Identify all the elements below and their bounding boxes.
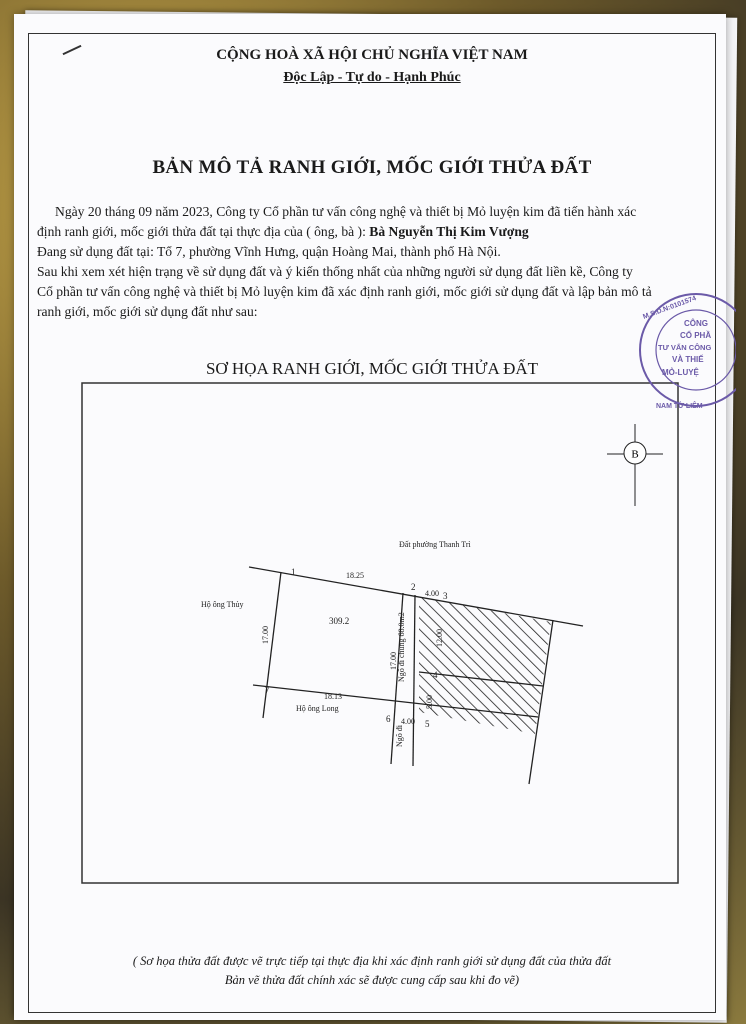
sketch-title: SƠ HỌA RANH GIỚI, MỐC GIỚI THỬA ĐẤT [205,359,539,378]
point-6: 6 [386,714,391,724]
boundary-3-5 [413,595,415,766]
document-frame [28,33,716,1013]
dim-2-3: 4.00 [425,589,439,598]
dim-3-4: 12.00 [435,629,444,647]
stamp-line-4: VÀ THIẾ [672,355,704,364]
sketch-border [82,383,678,883]
body-line-3: Đang sử dụng đất tại: Tổ 7, phường Vĩnh Hưng, quận Hoàng Mai, thành phố Hà Nội. [37,244,501,259]
point-2: 2 [411,582,416,592]
point-3: 3 [443,591,448,601]
dim-4-5: 5.00 [425,695,434,709]
dim-5-6: 4.00 [401,717,415,726]
body-line-1: Ngày 20 tháng 09 năm 2023, Công ty Cổ phần tư vấn công nghệ và thiết bị Mỏ luyện kim đã tiến hành xác [55,204,637,219]
point-4: 4 [433,670,438,680]
body-line-6: ranh giới, mốc giới sử dụng đất như sau: [37,304,258,319]
north-arrow-icon [607,424,663,506]
body-line-5: Cổ phần tư vấn công nghệ và thiết bị Mỏ luyện kim đã xác định ranh giới, mốc giới sử dụng đất và lập bản mô tả [37,284,652,299]
boundary-left [263,572,281,718]
point-1: 1 [291,567,296,577]
dim-2-6: 17.00 [389,652,398,670]
dim-7-1: 17.00 [261,626,270,644]
footnote-line-2: Bản vẽ thửa đất chính xác sẽ được cung cấp sau khi đo vẽ) [224,973,520,987]
label-top-neighbor: Đất phường Thanh Trì [399,540,471,549]
company-stamp [634,288,736,418]
point-5: 5 [425,719,430,729]
stamp-line-1: CÔNG [684,319,708,328]
dim-6-7: 18.13 [324,692,342,701]
body-line-2: định ranh giới, mốc giới thửa đất tại thực địa của ( ông, bà ): Bà Nguyễn Thị Kim Vượng [37,224,529,239]
label-alley-bottom: Ngõ đi [395,725,404,747]
point-7: 7 [265,685,270,695]
stamp-line-2: CỔ PHẦ [680,331,712,340]
label-area: 309.2 [329,616,350,626]
owner-name: Bà Nguyễn Thị Kim Vượng [369,224,529,239]
label-bottom-neighbor: Hộ ông Long [296,704,339,713]
boundary-top [249,567,583,626]
stamp-number: M.S.D.N:0101574 [642,295,698,321]
stamp-line-3: TƯ VẤN CÔNG [658,343,712,352]
body-line-4: Sau khi xem xét hiện trạng về sử dụng đất và ý kiến thống nhất của những người sử dụng đất liền kề, Công ty [37,264,633,279]
stamp-line-5: MỎ-LUYỆ [662,368,699,377]
document-title: BẢN MÔ TẢ RANH GIỚI, MỐC GIỚI THỬA ĐẤT [152,157,592,178]
label-left-neighbor: Hộ ông Thủy [201,600,244,609]
north-label: B [631,448,639,461]
dim-1-2: 18.25 [346,571,364,580]
parcel-sketch [81,382,679,884]
national-title: CỘNG HOÀ XÃ HỘI CHỦ NGHĨA VIỆT NAM [216,47,528,63]
footnote-line-1: ( Sơ họa thửa đất được vẽ trực tiếp tại thực địa khi xác định ranh giới sử dụng đất của thửa đất [132,954,612,968]
national-motto: Độc Lập - Tự do - Hạnh Phúc [283,70,461,85]
document-page [14,14,726,1020]
alley-hatched-area [419,597,551,734]
stamp-bottom: NAM TỪ LIÊM [656,403,703,410]
label-alley: Ngõ đi chung 68.0m2 [397,612,406,682]
